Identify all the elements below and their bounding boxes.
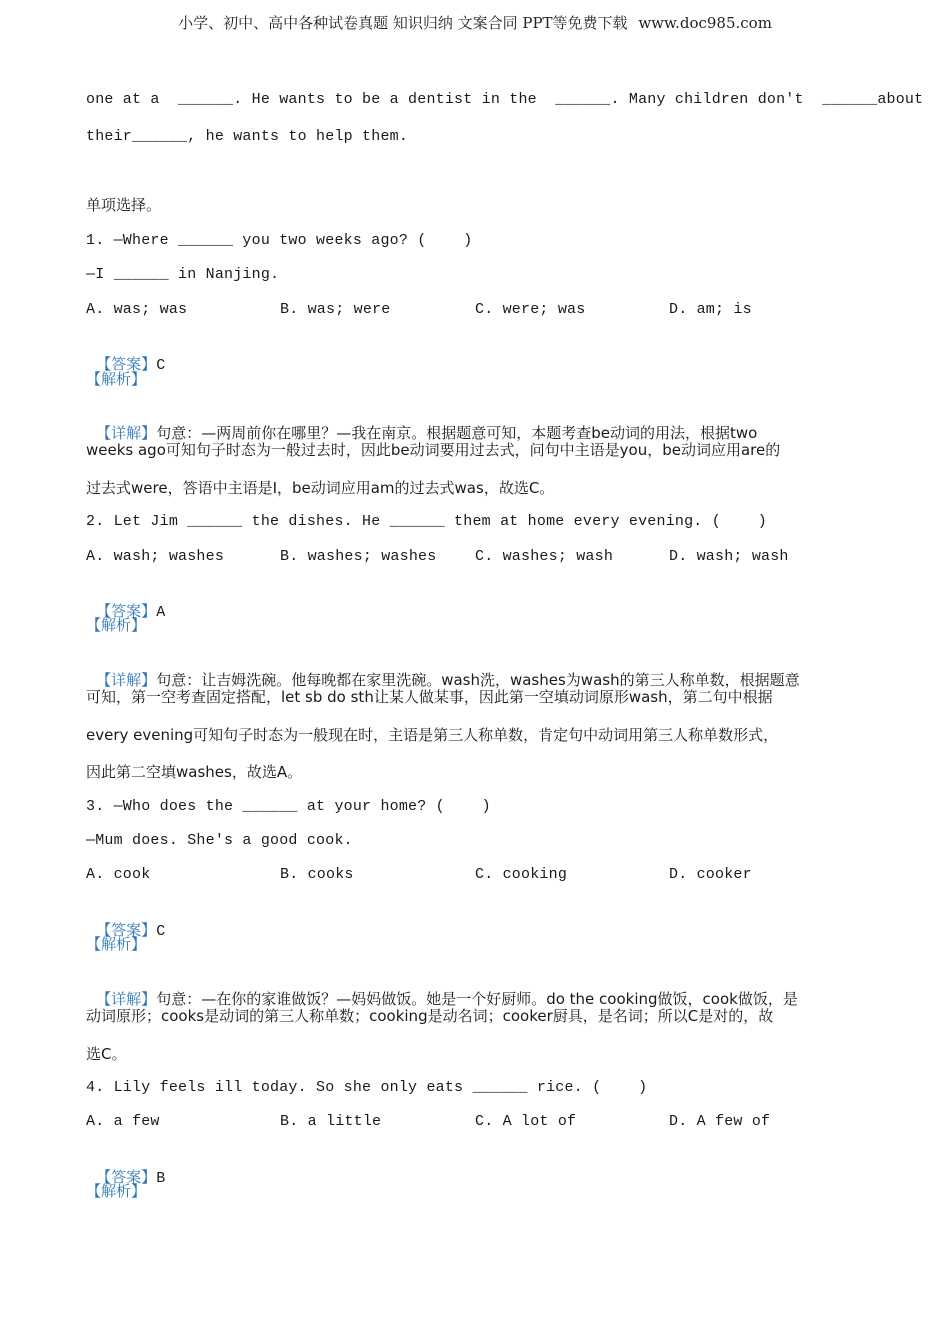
q4-answer-value: B	[156, 1170, 166, 1187]
q1-stem-2: —I ______ in Nanjing.	[86, 266, 280, 283]
detail-label: 【详解】	[96, 990, 157, 1008]
answer-label: 【答案】	[96, 355, 157, 373]
q1-detail-2: weeks ago可知句子时态为一般过去时，因此be动词要用过去式，问句中主语是you，be动词应用are的	[86, 441, 781, 459]
header-left-text: 小学、初中、高中各种试卷真题 知识归纳 文案合同 PPT等免费下载	[178, 14, 628, 32]
q3-option-b: B. cooks	[280, 866, 354, 883]
q2-detail-3: every evening可知句子时态为一般现在时，主语是第三人称单数，肯定句中动词用第三人称单数形式，	[86, 726, 779, 744]
q2-analysis-label: 【解析】	[86, 616, 147, 634]
q3-detail-3: 选C。	[86, 1045, 127, 1063]
q1-option-d: D. am; is	[669, 301, 752, 318]
answer-label: 【答案】	[96, 921, 157, 939]
q3-analysis-label: 【解析】	[86, 935, 147, 953]
q1-analysis-label: 【解析】	[86, 370, 147, 388]
q4-analysis-label: 【解析】	[86, 1182, 147, 1200]
q2-option-c: C. washes; wash	[475, 548, 614, 565]
answer-label: 【答案】	[96, 602, 157, 620]
q3-answer-value: C	[156, 923, 166, 940]
page-header	[0, 12, 950, 33]
detail-label: 【详解】	[96, 424, 157, 442]
q1-detail-3: 过去式were，答语中主语是I，be动词应用am的过去式was，故选C。	[86, 479, 555, 497]
q3-detail-2: 动词原形；cooks是动词的第三人称单数；cooking是动名词；cooker厨具，是名词；所以C是对的，故	[86, 1007, 774, 1025]
q2-detail-1	[86, 650, 800, 690]
q2-option-a: A. wash; washes	[86, 548, 225, 565]
q3-stem-2: —Mum does. She's a good cook.	[86, 832, 353, 849]
q4-option-d: D. A few of	[669, 1113, 771, 1130]
q1-detail-text-1: 句意：—两周前你在哪里？—我在南京。根据题意可知，本题考查be动词的用法，根据two	[156, 424, 758, 442]
q3-option-d: D. cooker	[669, 866, 752, 883]
q3-option-c: C. cooking	[475, 866, 568, 883]
q3-detail-1	[86, 969, 798, 1009]
intro-line-2: their______, he wants to help them.	[86, 128, 409, 145]
q2-detail-4: 因此第二空填washes，故选A。	[86, 763, 303, 781]
q2-option-d: D. wash; wash	[669, 548, 789, 565]
q4-option-c: C. A lot of	[475, 1113, 577, 1130]
q2-detail-text-1: 句意：让吉姆洗碗。他每晚都在家里洗碗。wash洗，washes为wash的第三人称单数，根据题意	[156, 671, 800, 689]
q3-option-a: A. cook	[86, 866, 151, 883]
detail-label: 【详解】	[96, 671, 157, 689]
q1-answer-value: C	[156, 357, 166, 374]
header-site-link[interactable]: www.doc985.com	[638, 14, 772, 32]
q2-stem-1: 2. Let Jim ______ the dishes. He ______ them at home every evening. ( )	[86, 513, 767, 530]
q4-option-a: A. a few	[86, 1113, 160, 1130]
q2-option-b: B. washes; washes	[280, 548, 437, 565]
q1-option-a: A. was; was	[86, 301, 188, 318]
q4-option-b: B. a little	[280, 1113, 382, 1130]
q1-detail-1	[86, 403, 757, 443]
q2-answer-value: A	[156, 604, 166, 621]
q3-stem-1: 3. —Who does the ______ at your home? ( )	[86, 798, 491, 815]
section-title: 单项选择。	[86, 196, 162, 214]
q1-stem-1: 1. —Where ______ you two weeks ago? ( )	[86, 232, 473, 249]
intro-line-1: one at a ______. He wants to be a dentist in the ______. Many children don't ______about	[86, 91, 924, 108]
q2-detail-2: 可知，第一空考查固定搭配，let sb do sth让某人做某事，因此第一空填动词原形wash，第二句中根据	[86, 688, 773, 706]
answer-label: 【答案】	[96, 1168, 157, 1186]
q4-stem-1: 4. Lily feels ill today. So she only eats ______ rice. ( )	[86, 1079, 648, 1096]
q1-option-b: B. was; were	[280, 301, 391, 318]
q1-option-c: C. were; was	[475, 301, 586, 318]
q3-detail-text-1: 句意：—在你的家谁做饭？—妈妈做饭。她是一个好厨师。do the cooking做饭，cook做饭，是	[156, 990, 798, 1008]
